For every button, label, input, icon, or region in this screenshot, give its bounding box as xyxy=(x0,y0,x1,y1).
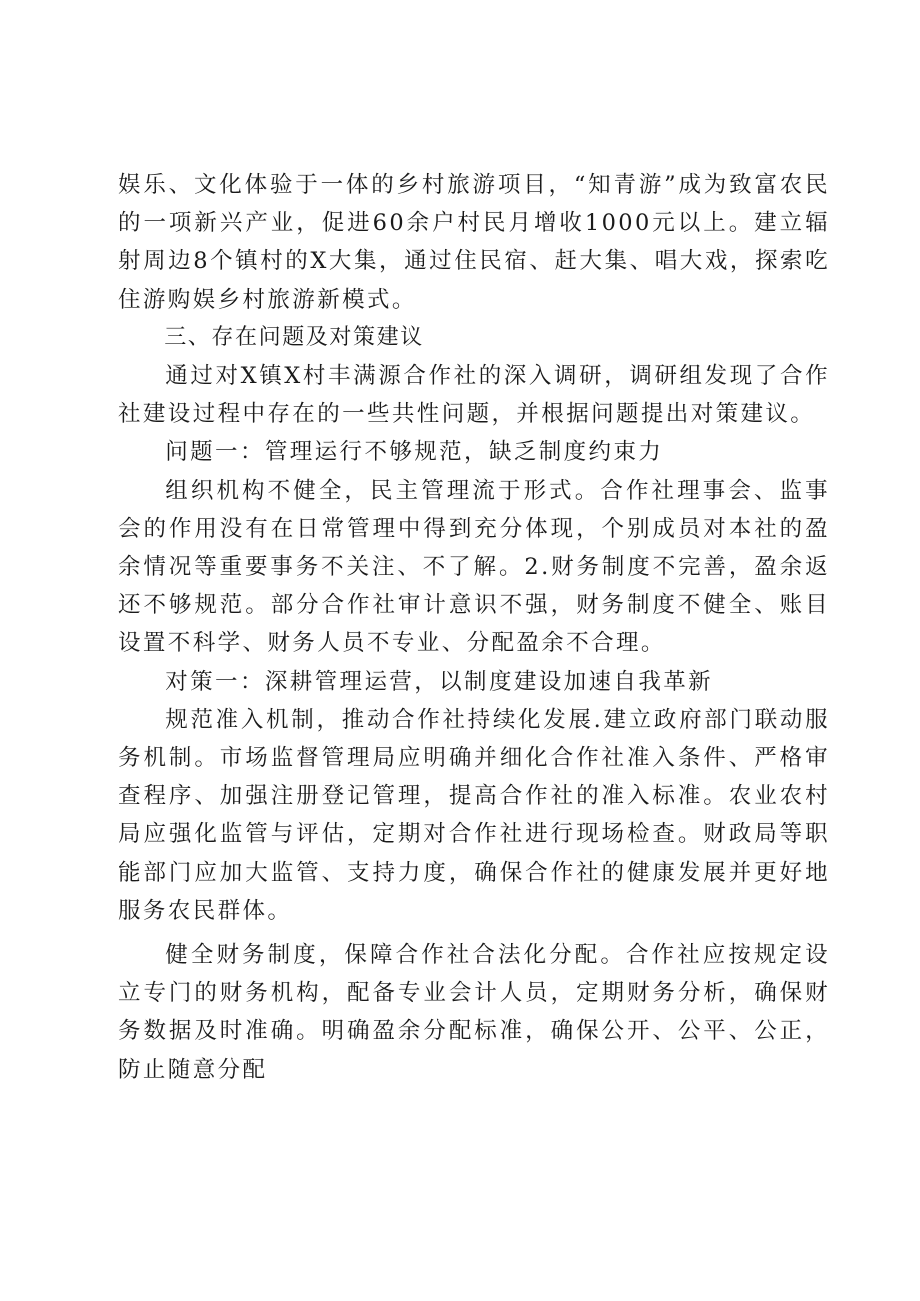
paragraph-financial-system: 健全财务制度，保障合作社合法化分配。合作社应按规定设立专门的财务机构，配备专业会计人员，定期财务分析，确保财务数据及时准确。明确盈余分配标准，确保公开、公平、公正，防止随意分配 xyxy=(118,942,830,1083)
paragraph-access-mechanism: 规范准入机制，推动合作社持续化发展.建立政府部门联动服务机制。市场监督管理局应明确并细化合作社准入条件、严格审查程序、加强注册登记管理，提高合作社的准入标准。农业农村局应强化监管与评估，定期对合作社进行现场检查。财政局等职能部门应加大监管、支持力度，确保合作社的健康发展并更好地服务农民群体。 xyxy=(118,706,830,924)
paragraph-research-intro: 通过对X镇X村丰满源合作社的深入调研，调研组发现了合作社建设过程中存在的一些共性问题，并根据问题提出对策建议。 xyxy=(118,363,830,428)
document-body xyxy=(118,166,830,1089)
subheading-countermeasure-one: 对策一：深耕管理运营，以制度建设加速自我革新 xyxy=(165,668,714,695)
subheading-problem-one: 问题一：管理运行不够规范，缺乏制度约束力 xyxy=(165,439,664,466)
section-heading-problems-and-suggestions: 三、存在问题及对策建议 xyxy=(164,324,424,350)
paragraph-problem-one-detail: 组织机构不健全，民主管理流于形式。合作社理事会、监事会的作用没有在日常管理中得到充分体现，个别成员对本社的盈余情况等重要事务不关注、不了解。2.财务制度不完善，盈余返还不够规范。部分合作社审计意识不强，财务制度不健全、账目设置不科学、财务人员不专业、分配盈余不合理。 xyxy=(118,477,830,657)
paragraph-rural-tourism: 娱乐、文化体验于一体的乡村旅游项目，“知青游”成为致富农民的一项新兴产业，促进60余户村民月增收1000元以上。建立辐射周边8个镇村的X大集，通过住民宿、赶大集、唱大戏，探索吃住游购娱乡村旅游新模式。 xyxy=(118,172,830,313)
